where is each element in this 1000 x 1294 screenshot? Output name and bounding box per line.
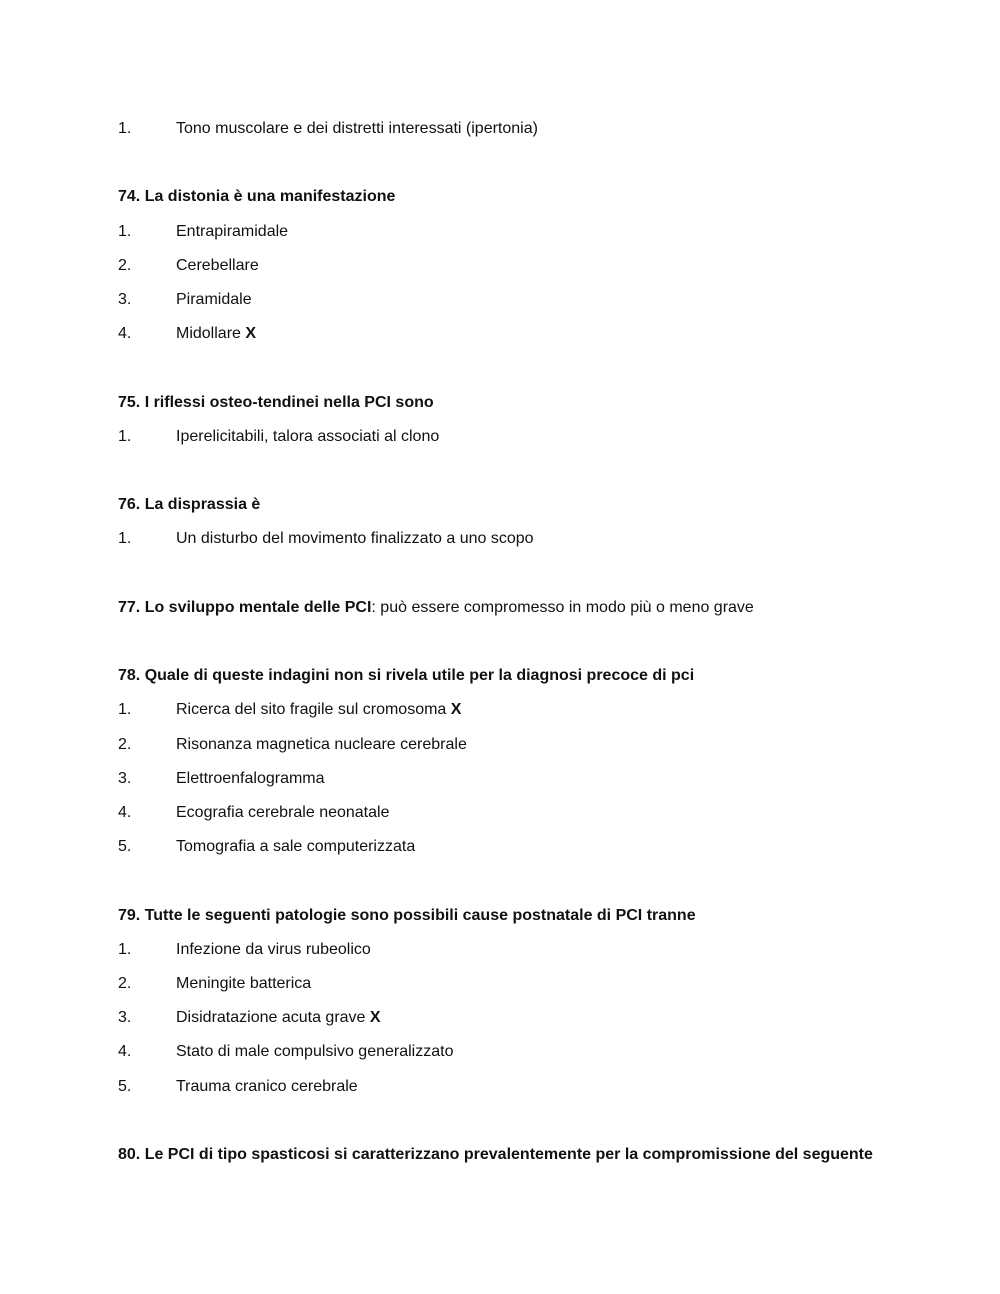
list-item-number: 2. bbox=[118, 975, 132, 992]
list-item bbox=[118, 802, 389, 824]
question-title bbox=[118, 665, 694, 687]
answer-mark: X bbox=[369, 1009, 381, 1027]
list-item-number: 2. bbox=[118, 735, 132, 753]
question-title bbox=[118, 597, 754, 619]
list-item-number: 3. bbox=[118, 291, 132, 308]
question-heading: 78. Quale di queste indagini non si rivela utile per la diagnosi precoce di pci bbox=[118, 667, 695, 685]
list-item-number: 1. bbox=[118, 222, 132, 240]
list-item bbox=[118, 323, 256, 345]
answer-mark: X bbox=[245, 325, 257, 343]
list-item-text: Cerebellare bbox=[176, 256, 259, 274]
list-item-text: Iperelicitabili, talora associati al clono bbox=[176, 427, 440, 445]
list-item bbox=[118, 255, 259, 277]
list-item bbox=[118, 289, 252, 311]
question-heading: 79. Tutte le seguenti patologie sono possibili cause postnatale di PCI tranne bbox=[118, 906, 696, 924]
question-title bbox=[118, 494, 260, 516]
list-item bbox=[118, 426, 439, 448]
list-item bbox=[118, 1007, 381, 1029]
list-item-number: 1. bbox=[118, 120, 132, 137]
question-heading: 75. I riflessi osteo-tendinei nella PCI sono bbox=[118, 393, 434, 411]
list-item bbox=[118, 699, 461, 721]
list-item-number: 5. bbox=[118, 1077, 132, 1095]
question-heading: 77. Lo sviluppo mentale delle PCI bbox=[118, 598, 372, 616]
list-item bbox=[118, 939, 371, 961]
question-heading: 80. Le PCI di tipo spasticosi si caratterizzano prevalentemente per la compromissione del seguente bbox=[118, 1146, 873, 1163]
question-title bbox=[118, 1144, 873, 1166]
list-item bbox=[118, 118, 538, 140]
list-item bbox=[118, 768, 325, 790]
list-item-number: 4. bbox=[118, 804, 132, 821]
list-item bbox=[118, 734, 467, 756]
list-item-text: Stato di male compulsivo generalizzato bbox=[176, 1043, 454, 1061]
question-heading: 76. La disprassia è bbox=[118, 496, 261, 514]
question-heading: 74. La distonia è una manifestazione bbox=[118, 188, 396, 206]
list-item-number: 1. bbox=[118, 701, 132, 719]
question-title bbox=[118, 186, 395, 208]
list-item-number: 5. bbox=[118, 838, 132, 856]
list-item-number: 1. bbox=[118, 530, 132, 548]
list-item-text: Infezione da virus rubeolico bbox=[176, 940, 371, 958]
list-item-number: 4. bbox=[118, 1043, 132, 1061]
list-item-number: 1. bbox=[118, 427, 132, 445]
list-item-text: Ricerca del sito fragile sul cromosoma bbox=[176, 701, 451, 719]
list-item-number: 1. bbox=[118, 940, 132, 958]
list-item-number: 2. bbox=[118, 256, 132, 274]
list-item-text: Ecografia cerebrale neonatale bbox=[176, 804, 390, 821]
list-item-text: Disidratazione acuta grave bbox=[176, 1009, 370, 1027]
list-item-text: Elettroenfalogramma bbox=[176, 769, 325, 787]
list-item-text: Risonanza magnetica nucleare cerebrale bbox=[176, 735, 467, 753]
list-item-text: Trauma cranico cerebrale bbox=[176, 1077, 358, 1095]
question-title bbox=[118, 392, 434, 414]
list-item bbox=[118, 1041, 453, 1063]
list-item bbox=[118, 1076, 358, 1098]
list-item-number: 4. bbox=[118, 325, 132, 343]
list-item-text: Meningite batterica bbox=[176, 975, 312, 992]
question-title bbox=[118, 905, 696, 927]
list-item-text: Tomografia a sale computerizzata bbox=[176, 838, 416, 856]
list-item-text: Tono muscolare e dei distretti interessati (ipertonia) bbox=[176, 120, 538, 137]
list-item-text: Entrapiramidale bbox=[176, 222, 289, 240]
question-answer: : può essere compromesso in modo più o meno grave bbox=[371, 598, 754, 616]
list-item-number: 3. bbox=[118, 1009, 132, 1027]
list-item-number: 3. bbox=[118, 769, 132, 787]
list-item bbox=[118, 973, 311, 995]
answer-mark: X bbox=[450, 701, 462, 719]
list-item bbox=[118, 528, 534, 550]
list-item bbox=[118, 836, 415, 858]
list-item-text: Piramidale bbox=[176, 291, 252, 308]
list-item-text: Un disturbo del movimento finalizzato a uno scopo bbox=[176, 530, 534, 548]
list-item-text: Midollare bbox=[176, 325, 246, 343]
list-item bbox=[118, 221, 288, 243]
